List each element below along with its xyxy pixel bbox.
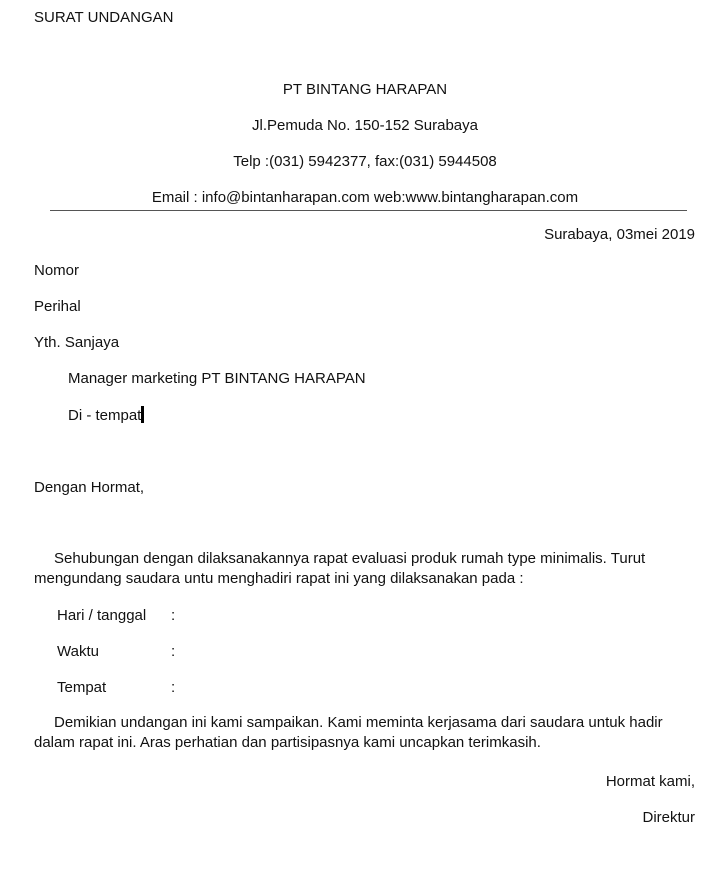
recipient-position: Manager marketing PT BINTANG HARAPAN [68, 370, 366, 387]
recipient-name: Yth. Sanjaya [34, 334, 120, 351]
schedule-colon: : [171, 607, 176, 624]
schedule-colon: : [171, 643, 176, 660]
letter-date: Surabaya, 03mei 2019 [544, 226, 695, 243]
signoff-regards: Hormat kami, [605, 773, 695, 790]
text-cursor [141, 406, 144, 423]
field-perihal: Perihal [34, 298, 81, 315]
greeting: Dengan Hormat, [34, 479, 145, 496]
body-paragraph: Sehubungan dengan dilaksanakannya rapat evaluasi produk rumah type minimalis. Turut mengundang saudara untu menghadiri rapat ini yang dilaksanakan pada : [34, 550, 646, 587]
schedule-row-date [57, 607, 146, 625]
schedule-row-time [57, 643, 99, 661]
recipient-place-line[interactable] [68, 406, 144, 425]
letterhead-divider [50, 210, 687, 211]
document-title: SURAT UNDANGAN [34, 9, 174, 26]
company-phone: Telp :(031) 5942377, fax:(031) 5944508 [233, 153, 497, 170]
schedule-label: Hari / tanggal [57, 607, 147, 624]
recipient-place: Di - tempat [68, 407, 142, 424]
schedule-row-place [57, 679, 106, 697]
signoff-role: Direktur [642, 809, 695, 826]
schedule-label: Waktu [57, 643, 99, 660]
schedule-label: Tempat [57, 679, 107, 696]
company-address: Jl.Pemuda No. 150-152 Surabaya [252, 117, 478, 134]
closing-paragraph: Demikian undangan ini kami sampaikan. Kami meminta kerjasama dari saudara untuk hadir dalam rapat ini. Aras perhatian dan partisipasnya kami uncapkan terimkasih. [34, 714, 663, 751]
field-nomor: Nomor [34, 262, 80, 279]
company-name: PT BINTANG HARAPAN [282, 81, 448, 98]
schedule-colon: : [171, 679, 176, 696]
company-contact: Email : info@bintanharapan.com web:www.bintangharapan.com [151, 189, 579, 206]
